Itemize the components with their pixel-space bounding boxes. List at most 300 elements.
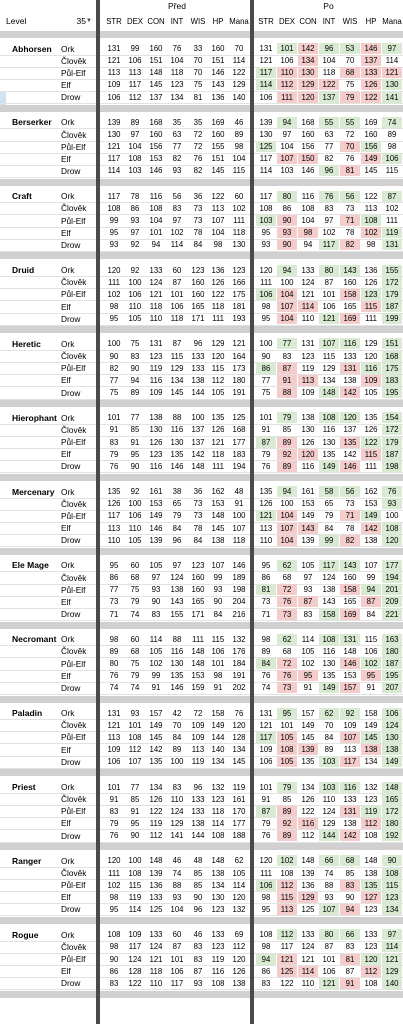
before-value-cell: 116 xyxy=(211,966,225,976)
after-value-cell: 86 xyxy=(261,573,271,583)
before-value-cell: 145 xyxy=(211,166,225,176)
before-value-cell: 136 xyxy=(211,265,225,275)
before-value-cell: 142 xyxy=(149,745,163,755)
after-value-cell: 76 xyxy=(261,461,271,471)
before-value-cell: 119 xyxy=(191,757,205,767)
after-value-cell: 73 xyxy=(277,682,297,693)
class-name: Ele Mage xyxy=(12,560,49,571)
after-value-cell: 209 xyxy=(382,596,402,607)
before-value-cell: 191 xyxy=(232,388,246,397)
before-value-cell: 36 xyxy=(193,191,203,201)
race-label: Půl-Elf xyxy=(61,880,86,891)
before-value-cell: 148 xyxy=(149,68,163,78)
before-value-cell: 96 xyxy=(172,535,182,545)
after-value-cell: 99 xyxy=(319,535,339,546)
race-label: Drow xyxy=(61,387,81,398)
before-value-cell: 134 xyxy=(170,375,184,385)
after-value-cell: 179 xyxy=(382,437,402,448)
before-value-cell: 138 xyxy=(149,413,163,423)
after-value-cell: 121 xyxy=(256,510,276,521)
before-value-cell: 111 xyxy=(192,634,204,644)
before-value-cell: 121 xyxy=(149,289,163,299)
after-value-cell: 121 xyxy=(382,67,402,78)
before-value-cell: 86 xyxy=(109,573,119,583)
before-value-cell: 68 xyxy=(130,573,140,583)
after-value-cell: 135 xyxy=(364,413,378,423)
after-value-cell: 126 xyxy=(364,425,378,435)
before-value-cell: 106 xyxy=(128,56,142,66)
before-value-cell: 120 xyxy=(232,954,246,964)
after-value-cell: 96 xyxy=(319,43,339,54)
before-value-cell: 170 xyxy=(232,806,246,816)
before-value-cell: 155 xyxy=(170,609,184,619)
after-value-cell: 85 xyxy=(345,868,355,878)
after-value-cell: 153 xyxy=(364,499,378,509)
before-value-cell: 177 xyxy=(232,437,246,447)
after-value-cell: 115 xyxy=(361,301,381,312)
after-value-cell: 135 xyxy=(361,880,381,891)
race-label: Člověk xyxy=(61,794,87,805)
before-value-cell: 104 xyxy=(211,228,225,238)
after-value-cell: 165 xyxy=(382,794,402,805)
before-value-cell: 216 xyxy=(232,609,246,619)
after-value-cell: 94 xyxy=(361,584,381,595)
after-value-cell: 138 xyxy=(343,818,357,828)
before-value-cell: 128 xyxy=(128,966,142,976)
before-value-cell: 84 xyxy=(193,535,203,545)
after-value-cell: 207 xyxy=(382,682,402,693)
before-value-cell: 111 xyxy=(108,277,120,287)
before-value-cell: 202 xyxy=(232,683,246,693)
before-value-cell: 128 xyxy=(232,732,246,742)
class-name: Heretic xyxy=(12,338,41,349)
before-value-cell: 159 xyxy=(191,683,205,693)
before-value-cell: 46 xyxy=(234,117,244,127)
after-value-cell: 140 xyxy=(382,978,402,989)
before-value-cell: 87 xyxy=(172,339,182,349)
after-value-cell: 89 xyxy=(277,830,297,841)
after-value-cell: 135 xyxy=(259,487,273,497)
after-value-cell: 113 xyxy=(259,523,273,533)
after-value-cell: 92 xyxy=(340,708,360,719)
after-value-cell: 143 xyxy=(340,560,360,571)
race-label: Ork xyxy=(61,708,75,719)
after-value-cell: 157 xyxy=(301,708,315,718)
before-value-cell: 98 xyxy=(109,302,119,311)
after-value-cell: 180 xyxy=(382,818,402,829)
before-value-cell: 96 xyxy=(193,339,203,349)
race-label: Drow xyxy=(61,165,81,176)
before-value-cell: 143 xyxy=(211,80,225,90)
before-value-cell: 118 xyxy=(232,228,246,238)
before-value-cell: 136 xyxy=(149,880,163,890)
after-value-cell: 108 xyxy=(382,523,402,534)
before-value-cell: 91 xyxy=(130,806,140,816)
after-header: Po xyxy=(323,1,334,11)
before-value-cell: 133 xyxy=(191,351,205,361)
after-value-cell: 117 xyxy=(256,732,276,743)
before-value-cell: 113 xyxy=(128,68,142,78)
after-value-cell: 115 xyxy=(385,166,399,176)
race-label: Člověk xyxy=(61,351,87,362)
after-value-cell: 71 xyxy=(261,609,271,619)
before-value-cell: 72 xyxy=(193,708,203,718)
before-value-cell: 100 xyxy=(128,856,142,866)
after-value-cell: 72 xyxy=(277,584,297,595)
before-value-cell: 94 xyxy=(130,375,140,385)
after-value-cell: 95 xyxy=(261,560,271,570)
before-value-cell: 160 xyxy=(191,573,205,583)
after-value-cell: 145 xyxy=(301,732,315,742)
dropdown-arrow-icon[interactable]: ▼ xyxy=(86,18,92,24)
before-value-cell: 83 xyxy=(172,203,182,213)
before-value-cell: 160 xyxy=(191,289,205,299)
level-select[interactable]: 35 xyxy=(76,16,86,26)
after-value-cell: 134 xyxy=(322,375,336,385)
before-value-cell: 90 xyxy=(109,351,119,361)
after-value-cell: 142 xyxy=(361,523,381,534)
after-value-cell: 108 xyxy=(361,215,381,226)
before-value-cell: 116 xyxy=(170,646,184,656)
after-value-cell: 108 xyxy=(259,930,273,940)
before-value-cell: 101 xyxy=(170,954,184,964)
before-value-cell: 60 xyxy=(172,930,182,940)
before-col-header: CON xyxy=(147,17,165,26)
before-value-cell: 160 xyxy=(149,130,163,139)
after-value-cell: 187 xyxy=(382,449,402,460)
after-value-cell: 120 xyxy=(259,265,273,275)
after-value-cell: 155 xyxy=(382,265,402,276)
race-label: Člověk xyxy=(61,277,87,288)
after-value-cell: 109 xyxy=(343,720,357,730)
before-value-cell: 130 xyxy=(170,659,184,669)
before-value-cell: 140 xyxy=(211,745,225,755)
race-label: Drow xyxy=(61,978,81,989)
after-value-cell: 97 xyxy=(382,43,402,54)
before-value-cell: 38 xyxy=(172,487,182,497)
race-label: Člověk xyxy=(61,55,87,66)
race-label: Ork xyxy=(61,634,75,645)
after-value-cell: 134 xyxy=(364,757,378,767)
before-value-cell: 123 xyxy=(149,351,163,361)
after-value-cell: 81 xyxy=(340,954,360,965)
after-value-cell: 81 xyxy=(340,165,360,176)
after-value-cell: 139 xyxy=(298,744,318,755)
before-col-header: Mana xyxy=(229,17,249,26)
after-value-cell: 123 xyxy=(382,892,402,903)
after-value-cell: 85 xyxy=(282,425,292,435)
before-value-cell: 89 xyxy=(130,388,140,397)
before-value-cell: 102 xyxy=(149,659,163,669)
before-value-cell: 91 xyxy=(109,425,119,435)
before-value-cell: 135 xyxy=(211,413,225,423)
after-value-cell: 145 xyxy=(364,166,378,176)
before-value-cell: 100 xyxy=(128,499,142,509)
after-value-cell: 201 xyxy=(382,584,402,595)
after-value-cell: 136 xyxy=(301,880,315,890)
after-value-cell: 114 xyxy=(385,56,399,66)
after-value-cell: 76 xyxy=(277,596,297,607)
before-value-cell: 183 xyxy=(232,449,246,459)
before-value-cell: 131 xyxy=(107,708,121,718)
before-value-cell: 119 xyxy=(211,954,225,964)
class-divider xyxy=(0,179,403,186)
race-label: Drow xyxy=(61,461,81,472)
after-value-cell: 115 xyxy=(364,634,378,644)
before-value-cell: 56 xyxy=(172,191,182,201)
before-value-cell: 135 xyxy=(170,449,184,459)
after-value-cell: 116 xyxy=(322,425,336,435)
before-value-cell: 100 xyxy=(107,339,121,349)
before-value-cell: 118 xyxy=(232,535,246,545)
after-value-cell: 95 xyxy=(361,670,381,681)
before-value-cell: 79 xyxy=(130,597,140,607)
after-value-cell: 76 xyxy=(277,670,297,681)
after-value-cell: 107 xyxy=(277,153,297,164)
before-value-cell: 73 xyxy=(193,216,203,225)
after-value-cell: 195 xyxy=(382,387,402,398)
after-value-cell: 86 xyxy=(256,363,276,374)
before-value-cell: 74 xyxy=(172,868,182,878)
after-value-cell: 158 xyxy=(340,584,360,595)
after-value-cell: 116 xyxy=(322,646,336,656)
before-value-cell: 132 xyxy=(232,904,246,914)
after-value-cell: 91 xyxy=(261,425,271,435)
after-value-cell: 124 xyxy=(322,573,336,583)
before-value-cell: 108 xyxy=(128,868,142,878)
after-value-cell: 137 xyxy=(361,55,381,66)
after-value-cell: 114 xyxy=(301,634,315,644)
after-value-cell: 172 xyxy=(382,806,402,817)
after-value-cell: 122 xyxy=(361,437,381,448)
after-value-cell: 62 xyxy=(319,708,339,719)
after-value-cell: 107 xyxy=(364,560,378,570)
after-value-cell: 73 xyxy=(277,609,297,620)
after-value-cell: 102 xyxy=(385,203,399,213)
after-value-cell: 101 xyxy=(277,43,297,54)
after-value-cell: 107 xyxy=(319,338,339,349)
after-value-cell: 89 xyxy=(261,646,271,656)
before-value-cell: 98 xyxy=(109,892,119,902)
after-value-cell: 97 xyxy=(324,216,334,225)
after-value-cell: 110 xyxy=(322,794,336,804)
before-value-cell: 123 xyxy=(191,560,205,570)
before-value-cell: 146 xyxy=(232,560,246,570)
before-value-cell: 124 xyxy=(149,942,163,952)
before-value-cell: 83 xyxy=(109,978,119,988)
race-label: Půl-Elf xyxy=(61,510,86,521)
race-label: Člověk xyxy=(61,941,87,952)
race-label: Elf xyxy=(61,449,71,460)
after-value-cell: 149 xyxy=(301,720,315,730)
after-value-cell: 112 xyxy=(277,79,297,90)
before-value-cell: 115 xyxy=(211,634,225,644)
race-label: Půl-Elf xyxy=(61,67,86,78)
after-value-cell: 131 xyxy=(340,806,360,817)
after-value-cell: 146 xyxy=(340,461,360,472)
after-value-cell: 103 xyxy=(319,756,339,767)
after-value-cell: 162 xyxy=(364,487,378,497)
before-value-cell: 139 xyxy=(107,117,121,127)
after-value-cell: 108 xyxy=(364,978,378,988)
before-value-cell: 76 xyxy=(193,154,203,164)
before-value-cell: 133 xyxy=(191,806,205,816)
race-label: Půl-Elf xyxy=(61,289,86,300)
after-value-cell: 133 xyxy=(301,930,315,940)
race-label: Ork xyxy=(61,855,75,866)
before-value-cell: 113 xyxy=(191,745,205,755)
before-value-cell: 97 xyxy=(151,573,161,583)
after-value-cell: 113 xyxy=(277,904,297,915)
before-value-cell: 87 xyxy=(172,277,182,287)
after-value-cell: 117 xyxy=(259,191,273,201)
before-value-cell: 97 xyxy=(172,560,182,570)
after-value-cell: 70 xyxy=(324,720,334,730)
after-value-cell: 87 xyxy=(298,596,318,607)
class-divider xyxy=(0,991,403,998)
before-value-cell: 92 xyxy=(130,265,140,275)
after-value-cell: 83 xyxy=(303,609,313,619)
after-value-cell: 119 xyxy=(361,806,381,817)
after-value-cell: 153 xyxy=(301,499,315,509)
before-value-cell: 194 xyxy=(232,461,246,471)
before-value-cell: 76 xyxy=(172,44,182,53)
after-value-cell: 104 xyxy=(301,216,315,225)
before-value-cell: 123 xyxy=(149,449,163,459)
after-value-cell: 116 xyxy=(340,338,360,349)
after-value-cell: 90 xyxy=(261,351,271,361)
before-value-cell: 168 xyxy=(149,117,163,127)
after-value-cell: 121 xyxy=(259,720,273,730)
after-value-cell: 177 xyxy=(382,560,402,571)
before-value-cell: 134 xyxy=(211,880,225,890)
after-value-cell: 139 xyxy=(301,868,315,878)
after-value-cell: 53 xyxy=(340,43,360,54)
after-value-cell: 130 xyxy=(298,67,318,78)
before-value-cell: 70 xyxy=(193,68,203,78)
after-value-cell: 96 xyxy=(319,165,339,176)
after-value-cell: 103 xyxy=(319,782,339,793)
after-value-cell: 131 xyxy=(340,634,360,645)
after-value-cell: 82 xyxy=(340,239,360,250)
after-value-cell: 108 xyxy=(319,634,339,645)
before-value-cell: 60 xyxy=(130,634,140,644)
before-value-cell: 102 xyxy=(107,289,121,299)
after-value-cell: 139 xyxy=(301,535,315,545)
before-value-cell: 161 xyxy=(232,794,246,804)
before-value-cell: 83 xyxy=(130,351,140,361)
after-value-cell: 133 xyxy=(343,351,357,361)
after-value-cell: 126 xyxy=(259,499,273,509)
after-col-header: DEX xyxy=(278,17,296,26)
before-value-cell: 75 xyxy=(130,339,140,349)
after-col-header: INT xyxy=(322,17,336,26)
after-value-cell: 79 xyxy=(261,449,271,459)
after-value-cell: 126 xyxy=(301,794,315,804)
after-value-cell: 116 xyxy=(298,818,318,829)
after-value-cell: 126 xyxy=(364,277,378,287)
before-value-cell: 70 xyxy=(193,56,203,66)
before-value-cell: 98 xyxy=(213,671,223,681)
before-value-cell: 132 xyxy=(211,782,225,792)
after-value-cell: 91 xyxy=(366,683,376,693)
after-value-cell: 55 xyxy=(340,117,360,128)
after-value-cell: 131 xyxy=(259,708,273,718)
after-value-cell: 80 xyxy=(319,929,339,940)
after-value-cell: 138 xyxy=(364,535,378,545)
after-value-cell: 116 xyxy=(301,191,315,201)
before-value-cell: 126 xyxy=(149,794,163,804)
after-value-cell: 151 xyxy=(382,338,402,349)
before-value-cell: 93 xyxy=(130,216,140,225)
after-value-cell: 88 xyxy=(324,880,334,890)
before-col-header: WIS xyxy=(190,17,206,26)
after-value-cell: 89 xyxy=(324,745,334,755)
before-value-cell: 114 xyxy=(107,166,121,176)
after-value-cell: 133 xyxy=(364,930,378,940)
before-value-cell: 141 xyxy=(170,831,184,841)
after-value-cell: 107 xyxy=(340,732,360,743)
after-value-cell: 148 xyxy=(319,387,339,398)
before-value-cell: 111 xyxy=(212,314,224,324)
before-value-cell: 100 xyxy=(191,413,205,423)
after-value-cell: 117 xyxy=(319,239,339,250)
before-value-cell: 105 xyxy=(149,560,163,570)
before-value-cell: 121 xyxy=(149,954,163,964)
before-value-cell: 116 xyxy=(170,425,184,435)
before-value-cell: 112 xyxy=(128,745,142,755)
after-value-cell: 95 xyxy=(298,670,318,681)
race-label: Elf xyxy=(61,227,71,238)
before-value-cell: 99 xyxy=(213,573,223,583)
before-value-cell: 130 xyxy=(232,240,246,250)
after-value-cell: 90 xyxy=(277,215,297,226)
before-value-cell: 98 xyxy=(109,634,119,644)
before-value-cell: 133 xyxy=(191,794,205,804)
after-value-cell: 89 xyxy=(277,437,297,448)
before-value-cell: 108 xyxy=(107,203,121,213)
before-value-cell: 74 xyxy=(130,609,140,619)
after-value-cell: 56 xyxy=(340,191,360,202)
after-value-cell: 158 xyxy=(319,609,339,620)
before-value-cell: 107 xyxy=(211,216,225,225)
after-value-cell: 165 xyxy=(343,302,357,311)
before-value-cell: 110 xyxy=(128,523,142,533)
race-label: Půl-Elf xyxy=(61,437,86,448)
after-value-cell: 87 xyxy=(382,191,402,202)
after-value-cell: 113 xyxy=(343,745,357,755)
after-value-cell: 106 xyxy=(382,153,402,164)
before-value-cell: 122 xyxy=(211,191,225,201)
before-value-cell: 139 xyxy=(149,868,163,878)
after-value-cell: 120 xyxy=(364,351,378,361)
before-value-cell: 89 xyxy=(172,745,182,755)
after-value-cell: 105 xyxy=(277,756,297,767)
after-value-cell: 99 xyxy=(366,573,376,583)
before-value-cell: 117 xyxy=(107,511,121,521)
after-value-cell: 117 xyxy=(319,560,339,571)
after-value-cell: 144 xyxy=(319,830,339,841)
before-value-cell: 99 xyxy=(109,216,119,225)
race-label: Ork xyxy=(61,117,75,128)
before-value-cell: 132 xyxy=(232,634,246,644)
before-value-cell: 73 xyxy=(109,597,119,607)
before-value-cell: 120 xyxy=(107,856,121,866)
after-value-cell: 138 xyxy=(382,744,402,755)
after-value-cell: 106 xyxy=(259,757,273,767)
before-value-cell: 160 xyxy=(211,44,225,53)
before-value-cell: 129 xyxy=(232,80,246,90)
